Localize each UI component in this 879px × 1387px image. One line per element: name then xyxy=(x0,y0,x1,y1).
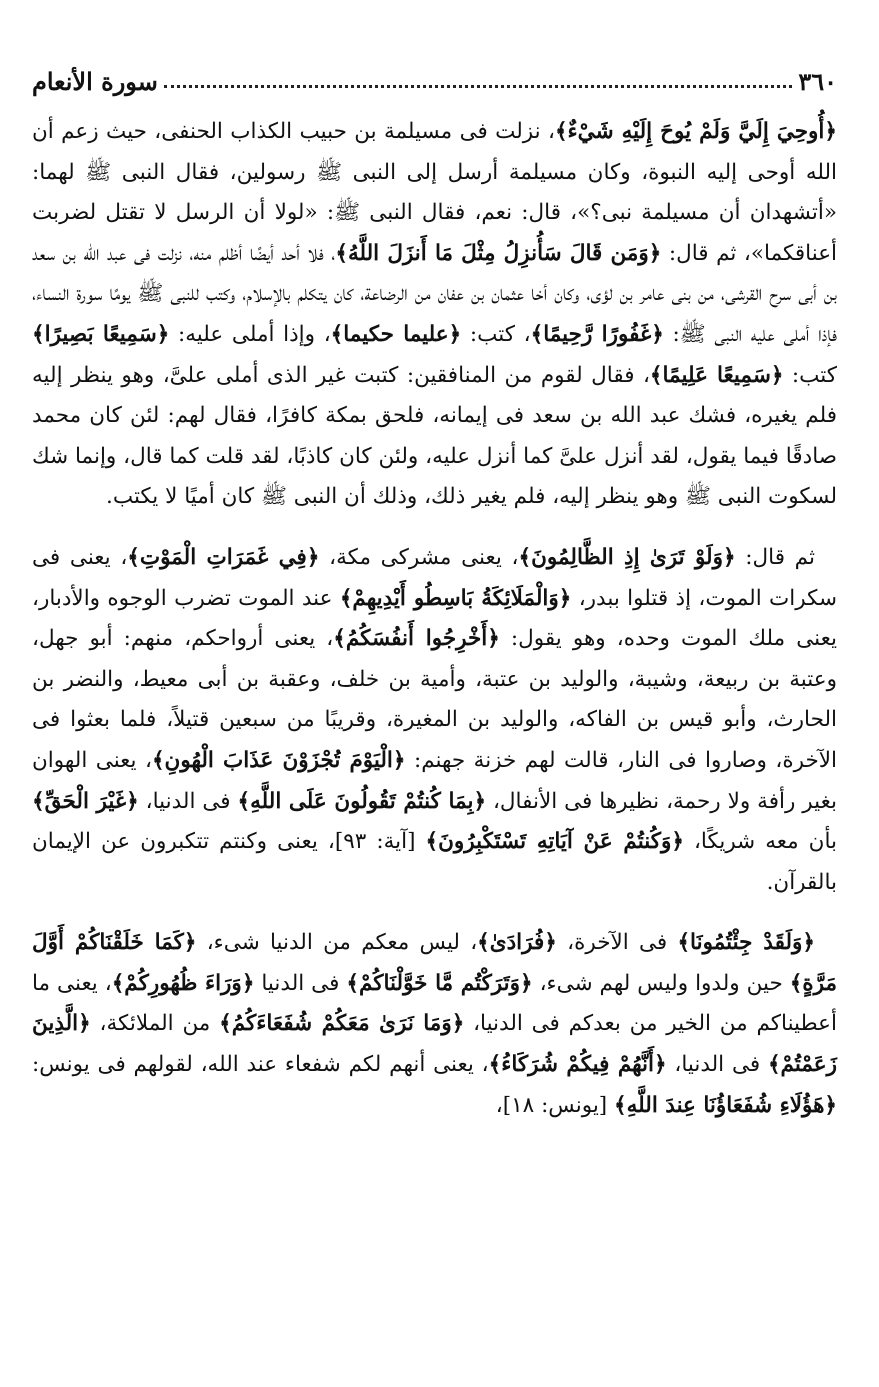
paragraph xyxy=(32,112,837,518)
page-header xyxy=(32,62,837,96)
quran-verse-quote: ﴿سَمِيعًا بَصِيرًا﴾ xyxy=(32,321,170,347)
commentary-text: [يونس: ١٨]، xyxy=(495,1092,615,1118)
paragraph xyxy=(32,923,837,1126)
commentary-text: من الملائكة، xyxy=(90,1011,220,1037)
commentary-text: فى الدنيا، xyxy=(138,788,238,814)
surah-title: سورة الأنعام xyxy=(32,67,158,96)
commentary-text: ، كتب: xyxy=(461,321,531,347)
quran-verse-quote: ﴿غَيْرَ الْحَقِّ﴾ xyxy=(32,788,139,814)
commentary-text: ، ليس معكم من الدنيا شىء، xyxy=(196,930,478,956)
commentary-text: حين ولدوا وليس لهم شىء، xyxy=(532,970,790,996)
commentary-text: فى الآخرة، xyxy=(556,930,678,956)
commentary-text: ، فقال لقوم من المنافقين: كتبت غير الذى أملى علىَّ، وهو ينظر إليه فلم يغيره، فشك عبد الله بن سعد فى إيمانه، فلحق بمكة كافرًا، فقال لهم: لئن كان محمد صادقًا فيما يقول، لقد أنزل علىَّ كما أنزل عليه، ولئن كان كاذبًا، لقد قلت كما قال، وإنما شك لسكوت النبى ﷺ وهو ينظر إليه، فلم يغير ذلك، وذلك أن النبى ﷺ كان أميًا لا يكتب. xyxy=(32,362,837,510)
quran-verse-quote: ﴿كَمَا خَلَقْنَاكُمْ أَوَّلَ مَرَّةٍ﴾ xyxy=(32,930,837,996)
commentary-text: ، يعنى مشركى مكة، xyxy=(319,544,519,570)
quran-verse-quote: ﴿وَمَن قَالَ سَأُنزِلُ مِثْلَ مَا أَنزَلَ اللَّهُ﴾ xyxy=(335,240,662,266)
commentary-text: [آية: ٩٣]، يعنى وكنتم تتكبرون عن الإيمان بالقرآن. xyxy=(32,829,837,895)
commentary-text: فى الدنيا، xyxy=(666,1052,768,1078)
commentary-text: ، وإذا أملى عليه: xyxy=(169,321,331,347)
quran-verse-quote: ﴿الَّذِينَ زَعَمْتُمْ﴾ xyxy=(32,1011,837,1078)
quran-verse-quote: ﴿هَؤُلَاءِ شُفَعَاؤُنَا عِندَ اللَّهِ﴾ xyxy=(614,1092,837,1118)
commentary-text: ، يعنى فى سكرات الموت، إذ قتلوا ببدر، xyxy=(32,544,838,611)
commentary-text: ، فلا أحد أيضًا أظلم منه، نزلت فى عبد الله بن سعد بن أبى سرح القرشى، من بنى عامر بن لؤى، وكان أخا عثمان بن عفان من الرضاعة، كان يتكلم بالإسلام، وكتب للنبى ﷺ يومًا سورة النساء، فإذا أملى عليه النبى ﷺ: xyxy=(32,240,837,347)
commentary-text: بأن معه شريكًا، xyxy=(683,829,837,855)
quran-verse-quote: ﴿وَمَا نَرَىٰ مَعَكُمْ شُفَعَاءَكُمُ﴾ xyxy=(219,1011,465,1037)
commentary-text: فى الدنيا xyxy=(254,970,347,996)
commentary-text: ، يعنى أرواحكم، منهم: أبو جهل، وعتبة بن ربيعة، وشيبة، والوليد بن عتبة، وأمية بن خلف، وعقبة بن أبى معيط، والنضر بن الحارث، وأبو قيس بن الفاكه، والوليد بن المغيرة، وقريبًا من سبعين قتيلاً، فلما بعثوا فى الآخرة، وصاروا فى النار، قالت لهم خزنة جهنم: xyxy=(32,626,837,773)
quran-verse-quote: ﴿غَفُورًا رَّحِيمًا﴾ xyxy=(530,321,664,347)
commentary-text: ، يعنى ما أعطيناكم من الخير من بعدكم فى الدنيا، xyxy=(32,970,837,1037)
commentary-text: عند الموت تضرب الوجوه والأدبار، يعنى ملك الموت وحده، وهو يقول: xyxy=(32,585,837,652)
quran-verse-quote: ﴿وَالْمَلَائِكَةُ بَاسِطُو أَيْدِيهِمْ﴾ xyxy=(339,585,572,611)
quran-verse-quote: ﴿عليما حكيما﴾ xyxy=(330,321,462,347)
commentary-text: ثم قال: xyxy=(735,544,815,570)
quran-verse-quote: ﴿بِمَا كُنتُمْ تَقُولُونَ عَلَى اللَّهِ﴾ xyxy=(237,788,487,814)
commentary-text: ، يعنى الهوان بغير رأفة ولا رحمة، نظيرها فى الأنفال، xyxy=(32,747,837,814)
quran-verse-quote: ﴿أَخْرِجُوا أَنفُسَكُمُ﴾ xyxy=(333,626,500,652)
page-number: ٣٦٠ xyxy=(798,67,837,96)
quran-verse-quote: ﴿وَرَاءَ ظُهُورِكُمْ﴾ xyxy=(111,970,255,996)
quran-verse-quote: ﴿وَلَقَدْ جِئْتُمُونَا﴾ xyxy=(677,930,815,956)
quran-verse-quote: ﴿وَلَوْ تَرَىٰ إِذِ الظَّالِمُونَ﴾ xyxy=(518,544,736,570)
paragraph xyxy=(32,538,837,903)
quran-verse-quote: ﴿سَمِيعًا عَلِيمًا﴾ xyxy=(649,362,784,388)
quran-verse-quote: ﴿أُوحِيَ إِلَيَّ وَلَمْ يُوحَ إِلَيْهِ شَيْءٌ﴾ xyxy=(554,119,837,144)
quran-verse-quote: ﴿الْيَوْمَ تُجْزَوْنَ عَذَابَ الْهُونِ﴾ xyxy=(151,747,406,773)
header-dotted-leader xyxy=(164,85,793,88)
page-body xyxy=(32,112,837,1126)
quran-verse-quote: ﴿أَنَّهُمْ فِيكُمْ شُرَكَاءُ﴾ xyxy=(488,1052,667,1078)
quran-verse-quote: ﴿وَكُنتُمْ عَنْ آيَاتِهِ تَسْتَكْبِرُونَ﴾ xyxy=(425,829,684,855)
commentary-text: ، يعنى أنهم لكم شفعاء عند الله، لقولهم فى يونس: xyxy=(32,1052,489,1078)
quran-verse-quote: ﴿فُرَادَىٰ﴾ xyxy=(477,930,557,956)
quran-verse-quote: ﴿فِي غَمَرَاتِ الْمَوْتِ﴾ xyxy=(127,544,320,570)
commentary-text: كتب: xyxy=(783,362,837,388)
quran-verse-quote: ﴿وَتَرَكْتُم مَّا خَوَّلْنَاكُمْ﴾ xyxy=(346,970,533,996)
commentary-text: ، نزلت فى مسيلمة بن حبيب الكذاب الحنفى، حيث زعم أن الله أوحى إليه النبوة، وكان مسيلمة أرسل إلى النبى ﷺ رسولين، فقال النبى ﷺ لهما: «أتشهدان أن مسيلمة نبى؟»، قال: نعم، فقال النبى ﷺ: «لولا أن الرسل لا تقتل لضربت أعناقكما»، ثم قال: xyxy=(32,119,837,266)
